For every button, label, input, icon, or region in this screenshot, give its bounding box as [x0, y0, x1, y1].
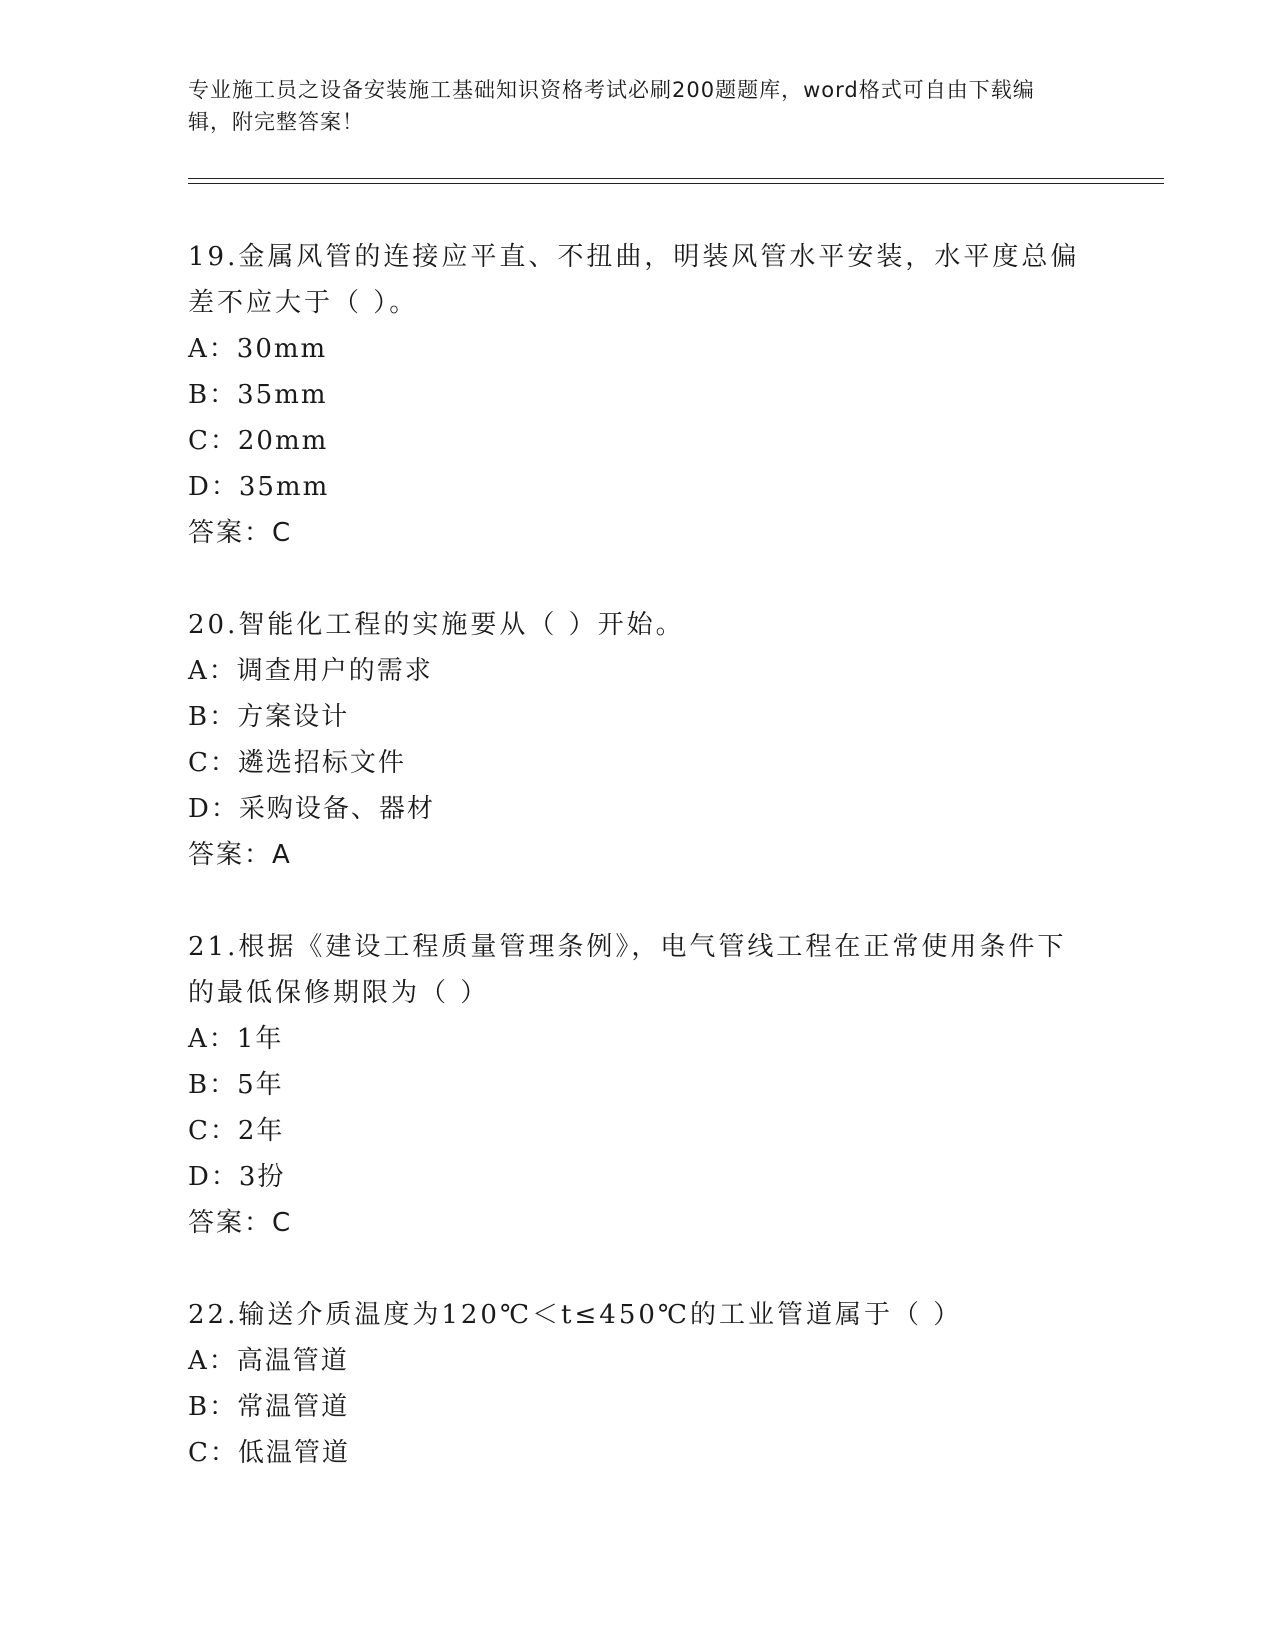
option-c: C：20mm: [188, 426, 329, 456]
option-c: C：遴选招标文件: [188, 748, 406, 778]
option-b: B：5年: [188, 1070, 284, 1100]
question-19: [188, 234, 1088, 556]
header-divider-bottom: [188, 183, 1164, 184]
header-title: 专业施工员之设备安装施工基础知识资格考试必刷200题题库，word格式可自由下载编辑，附完整答案！: [188, 78, 1035, 134]
option-c: C：低温管道: [188, 1438, 350, 1468]
option-a: A：1年: [188, 1024, 284, 1054]
option-d: D：3扮: [188, 1162, 286, 1192]
answer: 答案：C: [188, 518, 293, 548]
option-b: B：方案设计: [188, 702, 350, 732]
question-stem: 22.输送介质温度为120℃＜t≤450℃的工业管道属于（ ）: [188, 1300, 963, 1330]
option-a: A：高温管道: [188, 1346, 349, 1376]
option-b: B：常温管道: [188, 1392, 350, 1422]
option-a: A：30mm: [188, 334, 328, 364]
document-header: [188, 74, 1068, 138]
question-20: [188, 602, 1088, 878]
option-b: B：35mm: [188, 380, 328, 410]
question-stem: 20.智能化工程的实施要从（ ）开始。: [188, 610, 685, 640]
header-divider-top: [188, 178, 1164, 179]
option-c: C：2年: [188, 1116, 285, 1146]
question-22: [188, 1292, 1088, 1476]
option-a: A：调查用户的需求: [188, 656, 433, 686]
question-stem: 21.根据《建设工程质量管理条例》，电气管线工程在正常使用条件下的最低保修期限为（ ）: [188, 932, 1067, 1008]
answer: 答案：A: [188, 840, 292, 870]
option-d: D：35mm: [188, 472, 330, 502]
question-21: [188, 924, 1088, 1246]
answer: 答案：C: [188, 1208, 293, 1238]
option-d: D：采购设备、器材: [188, 794, 435, 824]
question-stem: 19.金属风管的连接应平直、不扭曲，明装风管水平安装，水平度总偏差不应大于（ ）。: [188, 242, 1080, 318]
